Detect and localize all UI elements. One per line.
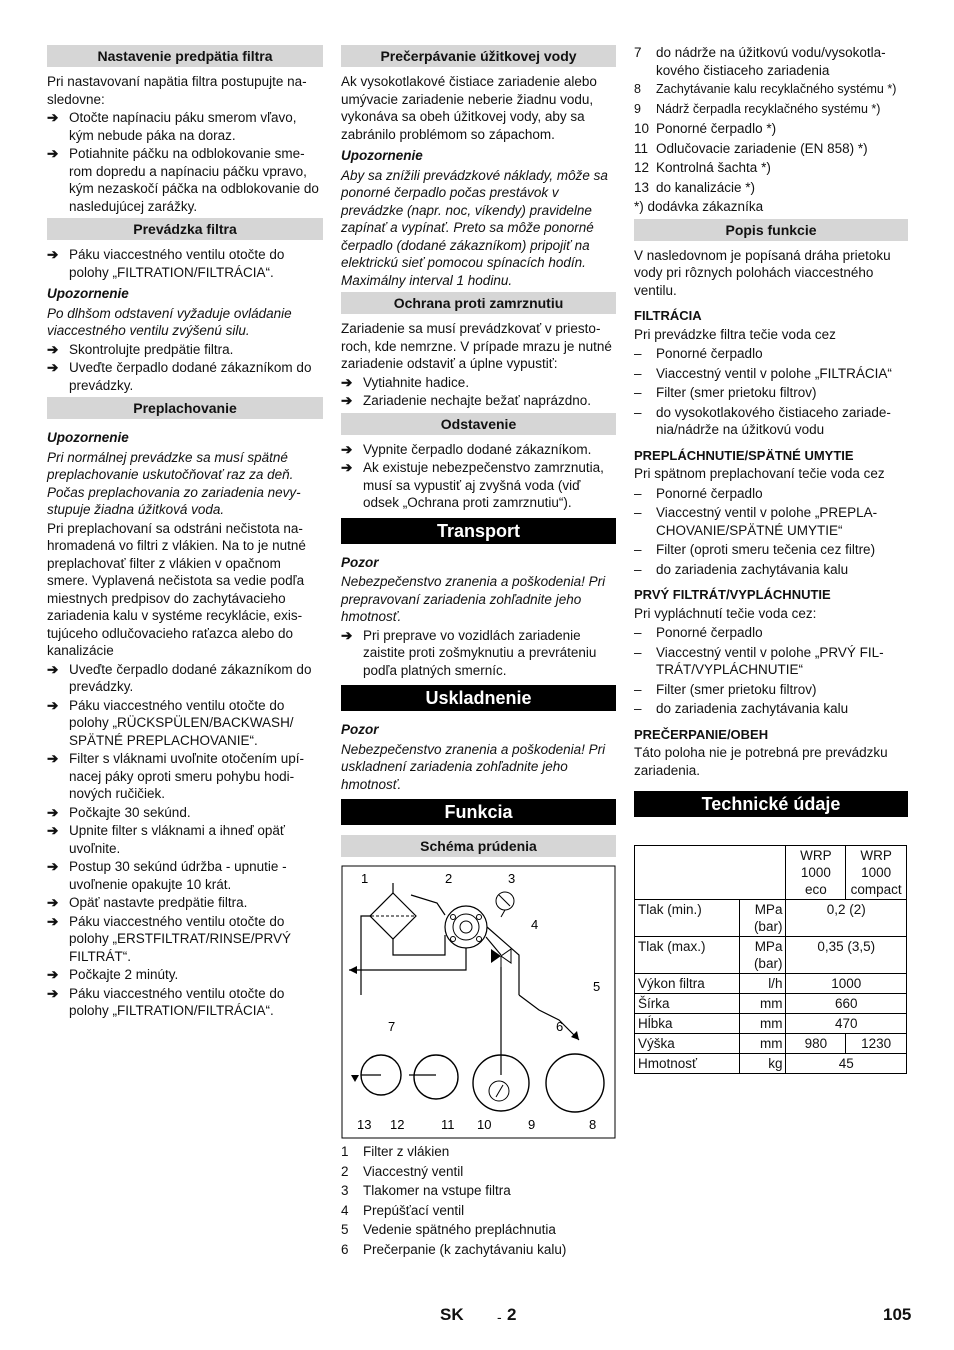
subheading-filtration: FILTRÁCIA [634,308,702,323]
note-text: Po dlhšom odstavení vyžaduje ovládanie viaccestného ventilu zvýšenú silu. [47,305,292,338]
legend-item: 11 Odlučovacie zariadenie (EN 858) *) [634,140,868,156]
list-item: – Ponorné čerpadlo [634,346,763,361]
arrow-icon: ➔ [341,627,353,643]
fiber-filter-symbol [370,893,416,939]
footer-language: SK [440,1305,464,1324]
diagram-legend [341,1143,616,1258]
diagram-label: 9 [528,1117,536,1132]
list-item: – Viaccestný ventil v polohe „FILTRÁCIA“ [634,365,892,381]
diagram-label: 10 [477,1117,492,1132]
instruction-step: ➔ Postup 30 sekúnd údržba - upnutie - uvoľnenie opakujte 10 krát. [47,859,287,892]
list-item: – Viaccestný ventil v polohe „PRVÝ FILTRÁT/VYPLÁCHNUTIE“ [634,644,884,677]
table-row: Hmotnosť kg 45 [635,1054,907,1074]
diagram-label: 5 [593,979,601,994]
column-3 [634,42,908,1074]
warning-label: Pozor [341,554,379,570]
relief-valve-symbol [491,949,511,967]
arrow-icon: ➔ [47,751,59,766]
column-header: WRP 1000 compact [846,846,907,900]
chapter-heading-transport: Transport [341,518,616,544]
legend-item: 7 do nádrže na úžitkovú vodu/vysokotlakového čistiaceho zariadenia [634,45,886,78]
warning-text: Nebezpečenstvo zranenia a poškodenia! Pri uskladnení zariadenia zohľadnite jeho hmotnosť. [341,741,606,792]
note-label: Upozornenie [47,286,129,301]
paragraph: Ak vysokotlakové čistiace zariadenie alebo umývacie zariadenie neberie žiadnu vodu, vykonáva sa obeh úžitkovej vody, aby sa zabránilo problémom so zápachom. [341,74,597,142]
instruction-step: ➔ Otočte napínaciu páku smerom vľavo, kým nebude páka na doraz. [47,110,297,143]
legend-item: 1 Filter z vlákien [341,1144,450,1159]
legend-item: 3 Tlakomer na vstupe filtra [341,1183,511,1198]
diagram-label: 8 [589,1117,597,1132]
table-row: Šírka mm 660 [635,994,907,1014]
table-row: Hĺbka mm 470 [635,1014,907,1034]
sludge-tank [546,1054,604,1112]
list-item: – do zariadenia zachytávania kalu [634,561,849,577]
diagram-label: 13 [357,1117,372,1132]
diagram-label: 11 [441,1117,455,1132]
arrow-icon: ➔ [47,967,59,982]
arrow-icon: ➔ [47,360,59,375]
paragraph: Pri vypláchnutí tečie voda cez: [634,605,817,621]
paragraph: Zariadenie sa musí prevádzkovať v priestoroch, kde nemrzne. V prípade mrazu je nutné zariadenie odstaviť a úplne vypustiť: [341,321,612,371]
legend-item: 5 Vedenie spätného prepláchnutia [341,1222,556,1237]
instruction-step: ➔ Páku viaccestného ventilu otočte do polohy „RÜCKSPÜLEN/BACKWASH/ SPÄTNÉ PREPLACHOVANIE“. [47,697,294,748]
legend-item: 4 Prepúšťací ventil [341,1202,465,1218]
list-item: – do zariadenia zachytávania kalu [634,701,849,716]
legend-item: 12 Kontrolná šachta *) [634,160,771,175]
list-item: – do vysokotlakového čistiaceho zariadenia/nádrže na úžitkovú vodu [634,404,891,437]
column-1 [47,42,323,1021]
diagram-label: 1 [361,871,369,886]
arrow-icon: ➔ [341,393,353,408]
diagram-label: 4 [531,917,539,932]
paragraph: Pri nastavovaní napätia filtra postupujte nasledovne: [47,74,307,107]
diagram-label: 7 [388,1019,396,1034]
multiway-valve-symbol [445,906,487,948]
instruction-step: ➔ Uveďte čerpadlo dodané zákazníkom do prevádzky. [47,360,312,393]
section-heading-circulation: Prečerpávanie úžitkovej vody [341,45,616,67]
column-header: WRP 1000 eco [786,846,846,900]
warning-label: Pozor [341,722,379,737]
diagram-label: 2 [445,871,453,886]
instruction-step: ➔ Filter s vláknami uvoľnite otočením upínacej páky oproti smeru pohybu hodinových ručičiek. [47,751,305,801]
arrow-icon: ➔ [47,985,59,1001]
subheading-backwash: PREPLÁCHNUTIE/SPÄTNÉ UMYTIE [634,447,854,463]
list-item: – Ponorné čerpadlo [634,485,763,501]
column-2 [341,42,616,1260]
arrow-icon: ➔ [47,823,59,838]
chapter-heading-technical-data: Technické údaje [634,791,908,817]
legend-item: 8 Zachytávanie kalu recyklačného systému *) [634,82,897,96]
pressure-gauge-symbol [496,892,514,917]
arrow-icon: ➔ [47,895,59,910]
instruction-step: ➔ Zariadenie nechajte bežať naprázdno. [341,393,591,408]
instruction-step: ➔ Upnite filter s vláknami a ihneď opäť uvoľnite. [47,823,285,856]
legend-item: 13 do kanalizácie *) [634,179,756,195]
legend-item: 9 Nádrž čerpadla recyklačného systému *) [634,101,881,116]
instruction-step: ➔ Počkajte 2 minúty. [47,967,179,982]
table-row: Výška mm 980 1230 [635,1034,907,1054]
list-item: – Filter (oproti smeru tečenia cez filtre) [634,542,876,557]
section-heading-flow-diagram: Schéma prúdenia [341,835,616,857]
arrow-icon: ➔ [47,697,59,713]
arrow-icon: ➔ [47,804,59,820]
instruction-step: ➔ Počkajte 30 sekúnd. [47,804,191,820]
subheading-rinse: PRVÝ FILTRÁT/VYPLÁCHNUTIE [634,587,831,602]
footer-dash: - [497,1309,502,1325]
note-label: Upozornenie [47,430,129,445]
paragraph: Pri preplachovaní sa odstráni nečistota nahromadená vo filtri z vlákien. Na to je nutné preplachovať filter z vlákien v opačnom smere. Vyplavená nečistota sa vedie podľa miestnych predpisov do zachytávacieho zariadenia kalu v systéme recyklácie, existujúceho odlučovacieho raťazca alebo do kanalizácie [47,520,306,658]
chapter-heading-function: Funkcia [341,799,616,825]
paragraph: Pri prevádzke filtra tečie voda cez [634,326,836,342]
table-row: Tlak (min.) MPa (bar) 0,2 (2) [635,900,907,937]
table-row: Tlak (max.) MPa (bar) 0,35 (3,5) [635,937,907,974]
arrow-icon: ➔ [47,110,59,125]
paragraph: Táto poloha nie je potrebná pre prevádzku zariadenia. [634,745,888,778]
subheading-circulation: PREČERPANIE/OBEH [634,726,769,742]
arrow-icon: ➔ [47,859,59,874]
instruction-step: ➔ Ak existuje nebezpečenstvo zamrznutia, musí sa vypustiť aj zvyšná voda (viď odsek „Ochrana proti zamrznutiu“). [341,460,604,510]
chapter-heading-storage: Uskladnenie [341,685,616,711]
arrow-icon: ➔ [47,146,59,161]
arrow-icon: ➔ [47,913,59,929]
arrow-icon: ➔ [341,374,353,390]
instruction-step: ➔ Skontrolujte predpätie filtra. [47,341,234,357]
instruction-step: ➔ Páku viaccestného ventilu otočte do polohy „FILTRATION/FILTRÁCIA“. [47,985,285,1018]
section-heading-backwash: Preplachovanie [47,397,323,419]
section-heading-filter-tension: Nastavenie predpätia filtra [47,45,323,67]
arrow-icon: ➔ [47,341,59,357]
note-label: Upozornenie [341,148,423,163]
instruction-step: ➔ Vytiahnite hadice. [341,374,470,390]
warning-text: Nebezpečenstvo zranenia a poškodenia! Pri prepravovaní zariadenia zohľadnite jeho hmotnosť. [341,574,606,624]
table-header-row [635,846,907,900]
page-number: 105 [883,1305,912,1324]
separator-tank [414,1055,458,1099]
list-item: – Viaccestný ventil v polohe „PREPLACHOVANIE/SPÄTNÉ UMYTIE“ [634,505,878,538]
section-heading-shutdown: Odstavenie [341,413,616,435]
instruction-step: ➔ Potiahnite páčku na odblokovanie smerom dopredu a napínaciu páčku vpravo, kým nezaskočí páčka na odblokovanie do nasledujúcej zarážky. [47,146,319,214]
instruction-step: ➔ Opäť nastavte predpätie filtra. [47,895,248,910]
instruction-step: ➔ Vypnite čerpadlo dodané zákazníkom. [341,441,592,457]
flow-diagram [341,865,616,1139]
table-row: Výkon filtra l/h 1000 [635,974,907,994]
footnote: *) dodávka zákazníka [634,199,764,214]
note-text: Aby sa znížili prevádzkové náklady, môže sa ponorné čerpadlo počas prestávok v prevádzke (napr. noc, víkendy) pravidelne zapínať a vypínať. Preto sa môže ponorné čerpadlo (dodané zákazníkom) pripojiť na elektrickú sieť pomocou spínacích hodín. Maximálny interval 1 hodinu. [341,167,608,288]
legend-item: 10 Ponorné čerpadlo *) [634,121,777,136]
diagram-label: 3 [508,871,516,886]
section-heading-frost-protection: Ochrana proti zamrznutiu [341,292,616,314]
instruction-step: ➔ Páku viaccestného ventilu otočte do polohy „ERSTFILTRAT/RINSE/PRVÝ FILTRÁT“. [47,913,292,964]
section-heading-filter-operation: Prevádzka filtra [47,218,323,240]
technical-data-table [634,845,907,1074]
arrow-icon: ➔ [341,460,353,475]
arrow-icon: ➔ [47,247,59,262]
diagram-label: 12 [390,1117,405,1132]
footer-section-number: 2 [507,1305,517,1324]
list-item: – Filter (smer prietoku filtrov) [634,385,817,400]
list-item: – Ponorné čerpadlo [634,625,763,640]
instruction-step: ➔ Páku viaccestného ventilu otočte do polohy „FILTRATION/FILTRÁCIA“. [47,247,285,280]
instruction-step: ➔ Pri preprave vo vozidlách zariadenie zaistite proti zošmyknutiu a prevráteniu podľa platných smerníc. [341,627,597,678]
arrow-icon: ➔ [47,661,59,677]
list-item: – Filter (smer prietoku filtrov) [634,681,817,697]
instruction-step: ➔ Uveďte čerpadlo dodané zákazníkom do prevádzky. [47,661,312,694]
paragraph: V nasledovnom je popísaná dráha prietoku vody pri rôznych polohách viaccestného ventilu. [634,247,891,298]
diagram-label: 6 [556,1019,564,1034]
paragraph: Pri spätnom preplachovaní tečie voda cez [634,466,885,481]
section-heading-function-description: Popis funkcie [634,219,908,241]
legend-item: 2 Viaccestný ventil [341,1163,464,1179]
note-text: Pri normálnej prevádzke sa musí spätné preplachovanie uskutočňovať raz za deň. Počas preplachovania zo zariadenia nevystupuje žiadna úžitková voda. [47,449,301,517]
arrow-icon: ➔ [341,441,353,457]
legend-item: 6 Prečerpanie (k zachytávaniu kalu) [341,1241,567,1257]
